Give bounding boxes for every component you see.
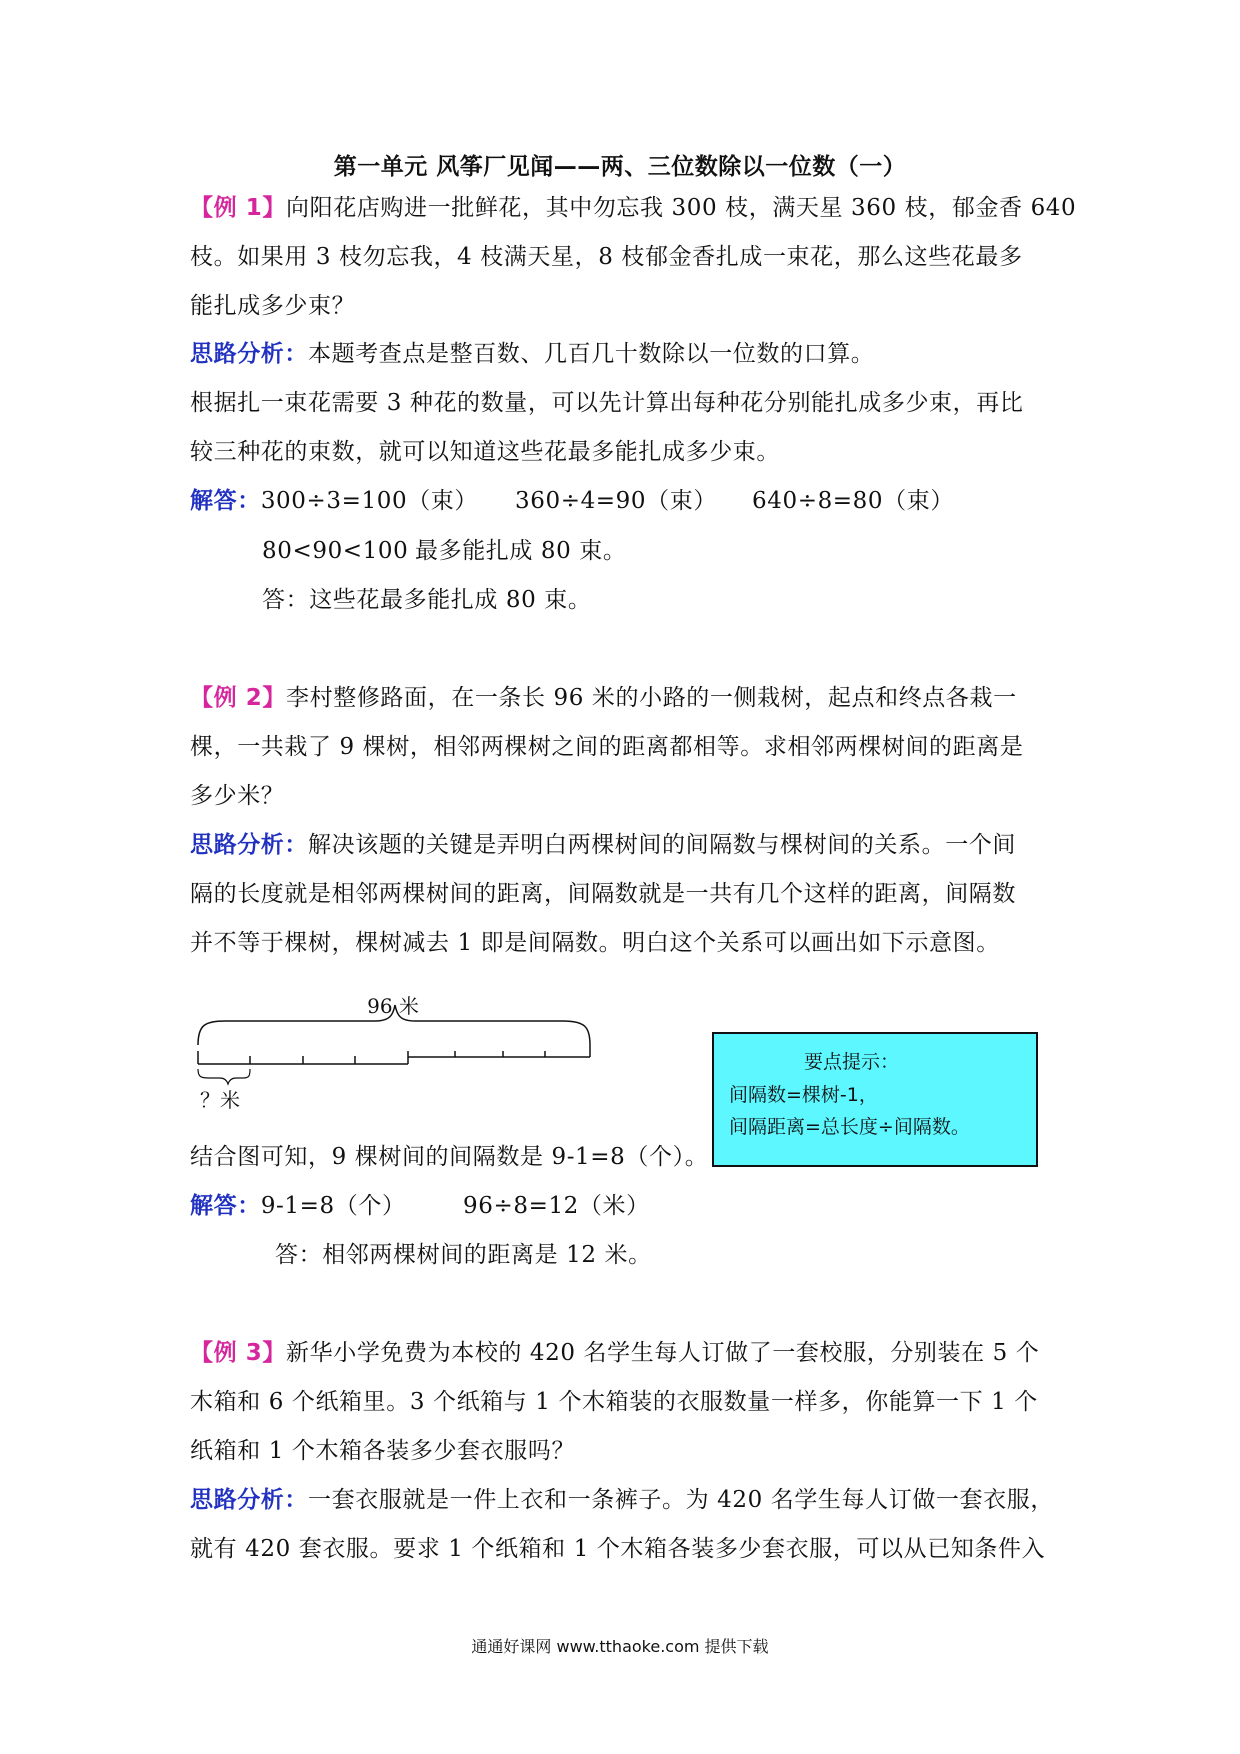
analysis-text: 本题考查点是整百数、几百几十数除以一位数的口算。 xyxy=(308,341,875,367)
tip-line-1: 间隔数=棵树-1， xyxy=(729,1084,878,1106)
example-2-analysis-line-1 xyxy=(190,830,1016,860)
example-1-line-2: 枝。如果用 3 枝勿忘我，4 枝满天星，8 枝郁金香扎成一束花，那么这些花最多 xyxy=(190,244,1023,270)
example-3-line-1 xyxy=(190,1338,1039,1368)
example-1-tag: 【例 1】 xyxy=(190,195,287,221)
example-1-line-3: 能扎成多少束？ xyxy=(190,293,356,319)
analysis-text: 一套衣服就是一件上衣和一条裤子。为 420 名学生每人订做一套衣服， xyxy=(308,1487,1054,1513)
diagram-total-label: 96 米 xyxy=(367,994,419,1018)
tree-spacing-diagram xyxy=(185,985,635,1120)
example-2-analysis-line-2: 隔的长度就是相邻两棵树间的距离，间隔数就是一共有几个这样的距离，间隔数 xyxy=(190,881,1016,907)
example-3-tag: 【例 3】 xyxy=(190,1340,287,1366)
example-3-analysis-line-2: 就有 420 套衣服。要求 1 个纸箱和 1 个木箱各装多少套衣服，可以从已知条件入 xyxy=(190,1536,1046,1562)
example-3-line-3: 纸箱和 1 个木箱各装多少套衣服吗？ xyxy=(190,1438,576,1464)
example-2-final-answer: 答：相邻两棵树间的距离是 12 米。 xyxy=(275,1242,652,1268)
example-2-tag: 【例 2】 xyxy=(190,685,287,711)
example-1-line-1 xyxy=(190,193,1076,223)
answer-label: 解答： xyxy=(190,488,261,514)
analysis-label: 思路分析： xyxy=(190,341,308,367)
equation-1: 9-1=8（个） xyxy=(260,1193,406,1219)
comparison: 80<90<100 xyxy=(262,538,409,564)
example-2-answer-line xyxy=(190,1191,406,1221)
example-1-text: 向阳花店购进一批鲜花，其中勿忘我 300 枝，满天星 360 枝，郁金香 640 xyxy=(286,195,1077,221)
analysis-label: 思路分析： xyxy=(190,1487,308,1513)
analysis-label: 思路分析： xyxy=(190,832,308,858)
example-1-analysis-line-1 xyxy=(190,339,874,369)
example-3-analysis-line-1 xyxy=(190,1485,1054,1515)
answer-label: 解答： xyxy=(190,1193,261,1219)
analysis-text: 解决该题的关键是弄明白两棵树间的间隔数与棵树间的关系。一个间 xyxy=(308,832,1016,858)
example-3-line-2: 木箱和 6 个纸箱里。3 个纸箱与 1 个木箱装的衣服数量一样多，你能算一下 1 个 xyxy=(190,1389,1038,1415)
tip-line-2: 间隔距离=总长度÷间隔数。 xyxy=(729,1116,970,1138)
example-2-text: 李村整修路面，在一条长 96 米的小路的一侧栽树，起点和终点各栽一 xyxy=(286,685,1017,711)
example-1-analysis-line-2: 根据扎一束花需要 3 种花的数量，可以先计算出每种花分别能扎成多少束，再比 xyxy=(190,390,1024,416)
tip-title: 要点提示： xyxy=(804,1051,900,1073)
diagram-conclusion: 结合图可知，9 棵树间的间隔数是 9-1=8（个）。 xyxy=(190,1144,709,1170)
footer-source: 通通好课网 www.tthaoke.com 提供下载 xyxy=(471,1637,769,1656)
total-brace xyxy=(198,1005,590,1045)
example-1-analysis-line-3: 较三种花的束数，就可以知道这些花最多能扎成多少束。 xyxy=(190,439,780,465)
example-2-line-3: 多少米？ xyxy=(190,783,285,809)
equation-2: 96÷8=12（米） xyxy=(463,1193,650,1219)
example-1-answer-line xyxy=(190,486,478,516)
example-1-final-answer: 答：这些花最多能扎成 80 束。 xyxy=(262,587,592,613)
example-3-text: 新华小学免费为本校的 420 名学生每人订做了一套校服，分别装在 5 个 xyxy=(286,1340,1040,1366)
equation-1: 300÷3=100（束） xyxy=(260,488,478,514)
equation-2: 360÷4=90（束） xyxy=(515,488,717,514)
page-title: 第一单元 风筝厂见闻——两、三位数除以一位数（一） xyxy=(333,154,907,180)
example-2-analysis-line-3: 并不等于棵树，棵树减去 1 即是间隔数。明白这个关系可以画出如下示意图。 xyxy=(190,930,1000,956)
comparison-result: 最多能扎成 80 束。 xyxy=(415,538,627,564)
interval-brace xyxy=(198,1069,250,1084)
example-2-line-2: 棵，一共栽了 9 棵树，相邻两棵树之间的距离都相等。求相邻两棵树间的距离是 xyxy=(190,734,1024,760)
key-points-box xyxy=(712,1032,1038,1167)
equation-3: 640÷8=80（束） xyxy=(752,488,954,514)
example-2-line-1 xyxy=(190,683,1017,713)
diagram-part-label: ？米 xyxy=(200,1088,240,1112)
